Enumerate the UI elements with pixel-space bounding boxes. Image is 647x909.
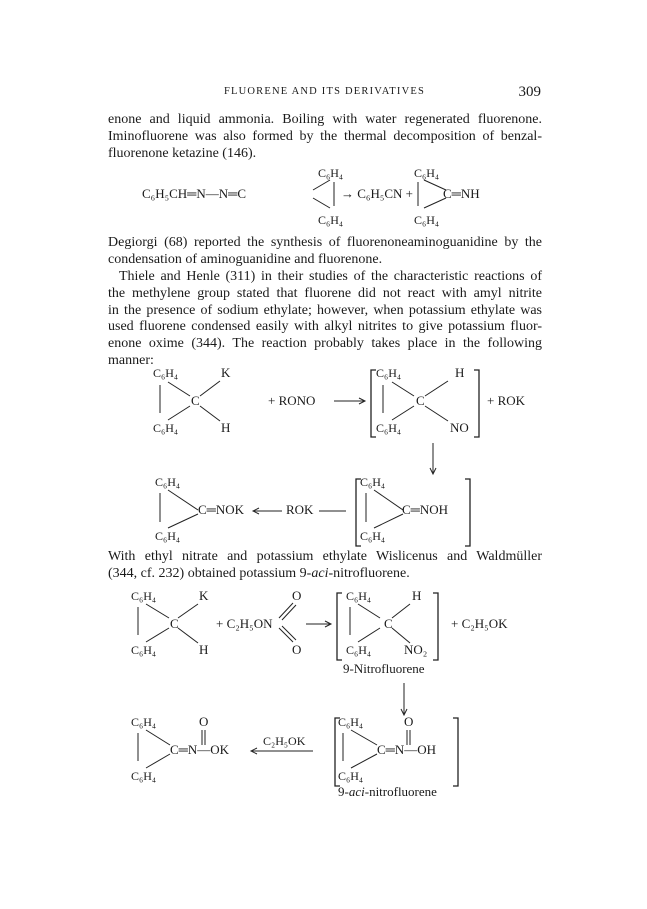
rok-reagent: ROK bbox=[286, 502, 314, 517]
hydrogen-substituent: H bbox=[221, 420, 231, 435]
aci-nitrofluorene: C═N—OH bbox=[377, 742, 437, 757]
plus-rono: + RONO bbox=[268, 393, 316, 408]
c6h4-upper: C₆H₄ bbox=[360, 475, 386, 489]
hydrogen-substituent: H bbox=[199, 642, 209, 657]
c6h4-lower: C₆H₄ bbox=[376, 421, 402, 435]
text-line: manner: bbox=[108, 352, 154, 368]
label-9-nitrofluorene: 9-Nitrofluorene bbox=[343, 661, 425, 676]
arrow-benzonitrile: → C₆H₅CN + bbox=[341, 186, 414, 201]
text-line: Thiele and Henle (311) in their studies of the characteristic reactions of bbox=[119, 269, 542, 284]
text-line: enone oxime (344). The reaction probably takes place in the following bbox=[108, 336, 542, 352]
potassium-substituent: K bbox=[221, 365, 231, 380]
c6h4-lower: C₆H₄ bbox=[346, 643, 372, 657]
oxygen-lower: O bbox=[292, 642, 302, 657]
carbon-9: C bbox=[416, 393, 425, 408]
hydrogen-substituent: H bbox=[412, 588, 422, 603]
text-fragment: -nitrofluorene. bbox=[328, 565, 410, 581]
ketazine-formula: C₆H₅CH═N—N═C bbox=[142, 186, 247, 201]
c6h4-top-right: C₆H₄ bbox=[414, 166, 440, 180]
oxygen-upper: O bbox=[404, 714, 414, 729]
oxygen-upper: O bbox=[292, 588, 302, 603]
text-line: enone and liquid ammonia. Boiling with water regenerated fluorenone. bbox=[108, 112, 542, 127]
text-line: Iminofluorene was also formed by the thermal decomposition of benzal- bbox=[108, 128, 542, 144]
c6h4-upper: C₆H₄ bbox=[338, 715, 364, 729]
text-line: Degiorgi (68) reported the synthesis of fluorenoneaminoguanidine by the bbox=[108, 235, 542, 250]
c6h4-upper: C₆H₄ bbox=[131, 715, 157, 729]
text-line: used fluorene condensed easily with alkyl nitrites to give potassium fluor- bbox=[108, 319, 542, 335]
c6h4-lower: C₆H₄ bbox=[155, 529, 181, 543]
nitro-group: NO₂ bbox=[404, 642, 428, 657]
carbon-9: C bbox=[191, 393, 200, 408]
carbon-9: C bbox=[170, 616, 179, 631]
label-9-aci-nitrofluorene: 9-aci-nitrofluorene bbox=[338, 784, 437, 799]
hydrogen-substituent: H bbox=[455, 365, 465, 380]
c6h4-bottom-right: C₆H₄ bbox=[414, 213, 440, 227]
text-line: condensation of aminoguanidine and fluorenone. bbox=[108, 251, 383, 267]
fluorenone-oxime: C═NOH bbox=[402, 502, 449, 517]
c6h4-upper: C₆H₄ bbox=[155, 475, 181, 489]
ethylate-reagent: C₂H₅OK bbox=[263, 734, 306, 748]
c6h4-upper: C₆H₄ bbox=[131, 589, 157, 603]
c6h4-lower: C₆H₄ bbox=[131, 643, 157, 657]
c6h4-upper: C₆H₄ bbox=[376, 366, 402, 380]
plus-rok: + ROK bbox=[487, 393, 526, 408]
potassium-aci-nitro: C═N—OK bbox=[170, 742, 230, 757]
oxygen-upper: O bbox=[199, 714, 209, 729]
text-line: fluorenone ketazine (146). bbox=[108, 145, 257, 161]
c6h4-upper: C₆H₄ bbox=[153, 366, 179, 380]
c6h4-upper: C₆H₄ bbox=[346, 589, 372, 603]
header-title: FLUORENE AND ITS DERIVATIVES bbox=[223, 86, 426, 97]
c6h4-lower: C₆H₄ bbox=[360, 529, 386, 543]
plus-ethylate: + C₂H₅OK bbox=[451, 616, 508, 631]
c6h4-lower: C₆H₄ bbox=[153, 421, 179, 435]
italic-term: aci bbox=[311, 565, 329, 581]
c6h4-lower: C₆H₄ bbox=[338, 769, 364, 783]
iminofluorene: C═NH bbox=[443, 186, 480, 201]
text-fragment: (344, cf. 232) obtained potassium 9- bbox=[108, 565, 312, 581]
c6h4-top-left: C₆H₄ bbox=[318, 166, 344, 180]
plus-ethyl-nitrate: + C₂H₅ON bbox=[216, 616, 273, 631]
potassium-oxime: C═NOK bbox=[198, 502, 245, 517]
page-number: 309 bbox=[518, 84, 541, 100]
nitroso-group: NO bbox=[450, 420, 469, 435]
potassium-substituent: K bbox=[199, 588, 209, 603]
text-line: the methylene group stated that fluorene did not react with amyl nitrite bbox=[108, 285, 542, 301]
text-line: in the presence of sodium ethylate; however, when potassium ethylate was bbox=[108, 302, 542, 318]
c6h4-lower: C₆H₄ bbox=[131, 769, 157, 783]
carbon-9: C bbox=[384, 616, 393, 631]
c6h4-bottom-left: C₆H₄ bbox=[318, 213, 344, 227]
text-line: With ethyl nitrate and potassium ethylate Wislicenus and Waldmüller bbox=[108, 549, 542, 564]
